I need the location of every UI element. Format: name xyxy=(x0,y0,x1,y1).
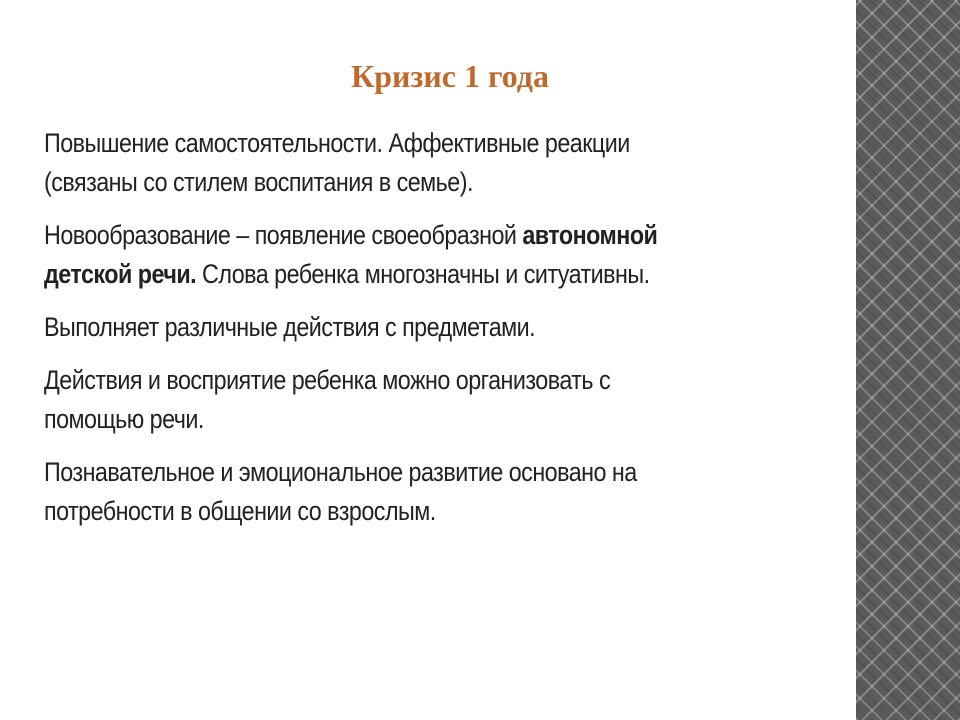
paragraph-text: Новообразование – появление своеобразной xyxy=(44,220,523,250)
paragraph-neoformation xyxy=(44,216,836,294)
paragraph-line: Познавательное и эмоциональное развитие основано на xyxy=(44,457,637,487)
decorative-side-strip xyxy=(856,0,960,720)
paragraph-line: потребности в общении со взрослым. xyxy=(44,496,436,526)
paragraph-independence xyxy=(44,124,836,202)
slide-body xyxy=(44,124,748,545)
paragraph-line: Выполняет различные действия с предметами. xyxy=(44,312,536,342)
paragraph-development xyxy=(44,453,836,531)
paragraph-line xyxy=(44,255,836,294)
bold-term: детской речи. xyxy=(44,259,197,289)
paragraph-line: Повышение самостоятельности. Аффективные реакции xyxy=(44,128,630,158)
bold-term: автономной xyxy=(522,220,658,250)
paragraph-actions xyxy=(44,308,836,347)
slide-title: Кризис 1 года xyxy=(351,58,549,94)
paragraph-line: помощью речи. xyxy=(44,404,204,434)
paragraph-text: Слова ребенка многозначны и ситуативны. xyxy=(196,259,650,289)
paragraph-line: (связаны со стилем воспитания в семье). xyxy=(44,167,473,197)
paragraph-line: Действия и восприятие ребенка можно организовать с xyxy=(44,365,611,395)
paragraph-line xyxy=(44,216,836,255)
paragraph-speech xyxy=(44,361,836,439)
